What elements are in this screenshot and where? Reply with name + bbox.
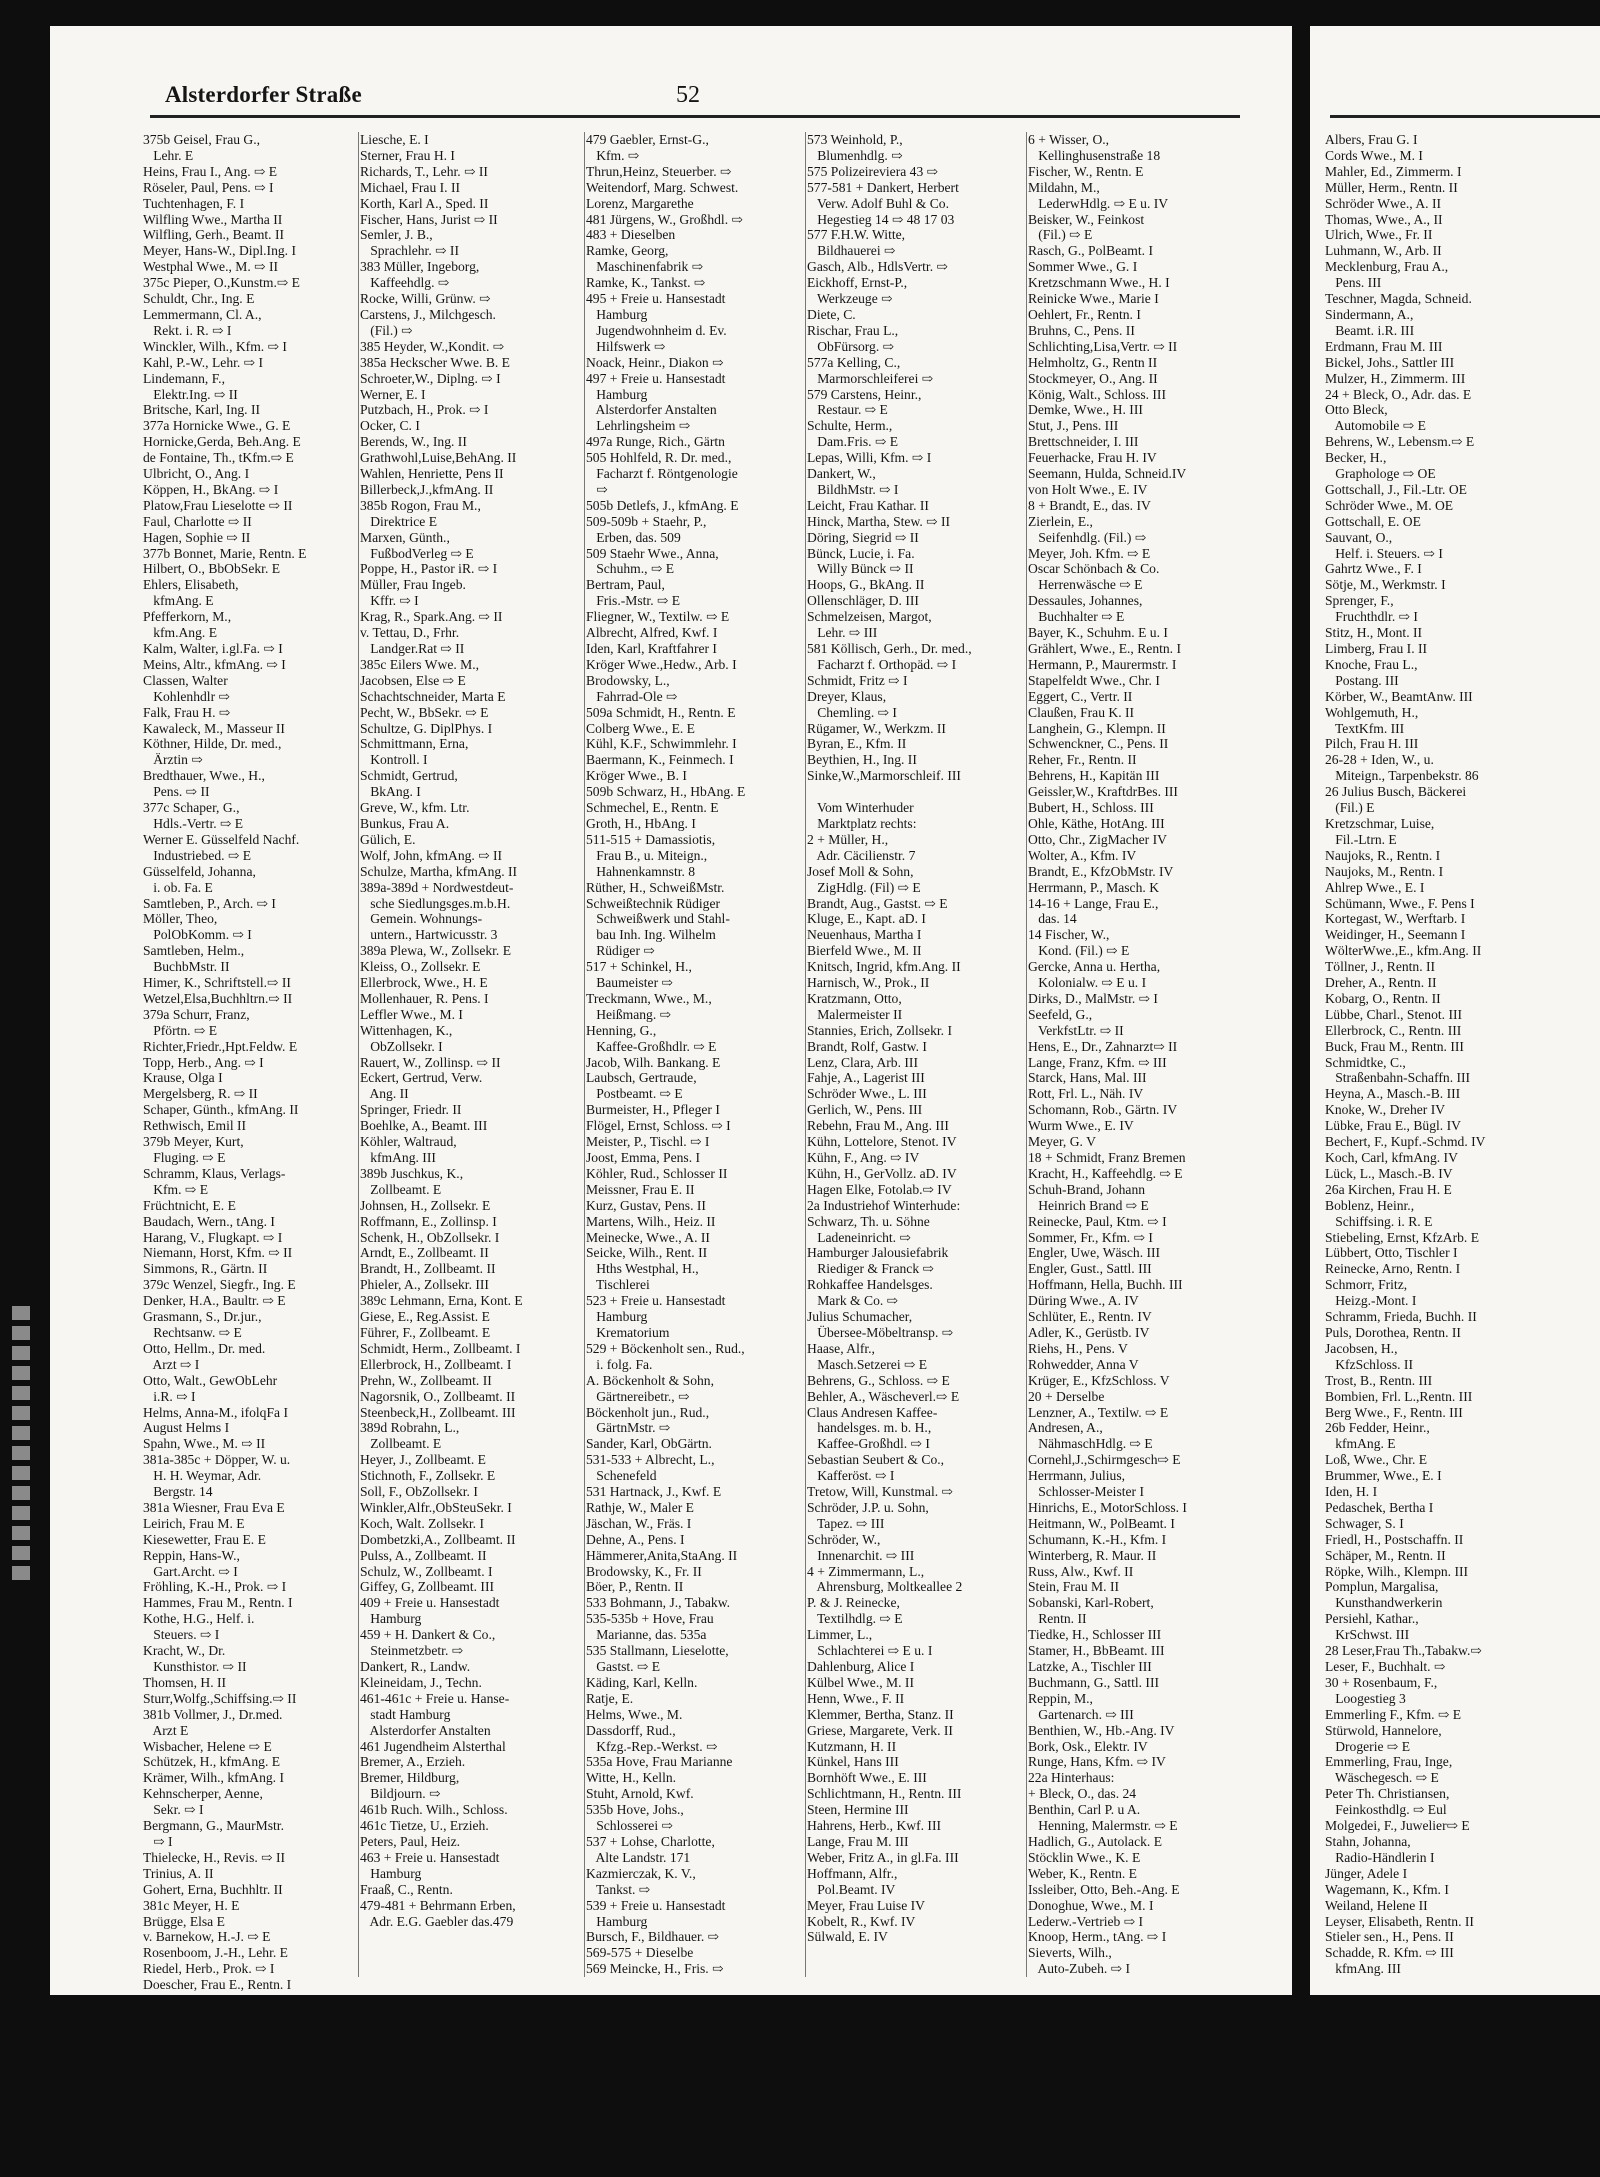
book-gutter: [1292, 0, 1310, 2177]
scan-border-bottom: [0, 1995, 1600, 2177]
column-divider: [358, 132, 359, 1977]
page-number: 52: [676, 82, 700, 108]
directory-column-4: 573 Weinhold, P., Blumenhdlg. ⇨ 575 Polizeireviera 43 ⇨ 577-581 + Dankert, Herbert Verw. Adolf Buhl & Co. Hegestieg 14 ⇨ 48 17 03 577 F.H.W. Witte, Bildhauerei ⇨ Gasch, Alb., HdlsVertr. ⇨ Eickhoff, Ernst-P., Werkzeuge ⇨ Diete, C. Rischar, Frau L., ObFürsorg. ⇨ 577a Kelling, C., Marmorschleiferei ⇨ 579 Carstens, Heinr., Restaur. ⇨ E Schulte, Herm., Dam.Fris. ⇨ E Lepas, Willi, Kfm. ⇨ I Dankert, W., BildhMstr. ⇨ I Leicht, Frau Kathar. II Hinck, Martha, Stew. ⇨ II Döring, Siegrid ⇨ II Bünck, Lucie, i. Fa. Willy Bünck ⇨ II Hoops, G., BkAng. II Ollenschläger, D. III Schmelzeisen, Margot, Lehr. ⇨ III 581 Köllisch, Gerh., Dr. med., Facharzt f. Orthopäd. ⇨ I Schmidt, Fritz ⇨ I Dreyer, Klaus, Chemling. ⇨ I Rügamer, W., Werkzm. II Byran, E., Kfm. II Beythien, H., Ing. II Sinke,W.,Marmorschleif. III Vom Winterhuder Marktplatz rechts: 2 + Müller, H., Adr. Cäcilienstr. 7 Josef Moll & Sohn, ZigHdlg. (Fil) ⇨ E Brandt, Aug., Gastst. ⇨ E Kluge, E., Kapt. aD. I Neuenhaus, Martha I Bierfeld Wwe., M. II Knitsch, Ingrid, kfm.Ang. II Harnisch, W., Prok., II Kratzmann, Otto, Malermeister II Stannies, Erich, Zollsekr. I Brandt, Rolf, Gastw. I Lenz, Clara, Arb. III Fahje, A., Lagerist III Schröder Wwe., L. III Gerlich, W., Pens. III Rebehn, Frau M., Ang. III Kühn, Lottelore, Stenot. IV Kühn, F., Ang. ⇨ IV Kühn, H., GerVollz. aD. IV Hagen Elke, Fotolab.⇨ IV 2a Industriehof Winterhude: Schwarz, Th. u. Söhne Ladeneinricht. ⇨ Hamburger Jalousiefabrik Riediger & Franck ⇨ Rohkaffee Handelsges. Mark & Co. ⇨ Julius Schumacher, Übersee-Möbeltransp. ⇨ Haase, Alfr., Masch.Setzerei ⇨ E Behrens, G., Schloss. ⇨ E Behler, A., Wäscheverl.⇨ E Claus Andresen Kaffee- handelsges. m. b. H., Kaffee-Großhdl. ⇨ I Sebastian Seubert & Co., Kafferöst. ⇨ I Tretow, Will, Kunstmal. ⇨ Schröder, J.P. u. Sohn, Tapez. ⇨ III Schröder, W., Innenarchit. ⇨ III 4 + Zimmermann, L., Ahrensburg, Moltkeallee 2 P. & J. Reinecke, Textilhdlg. ⇨ E Limmer, L., Schlachterei ⇨ E u. I Dahlenburg, Alice I Külbel Wwe., M. II Henn, Wwe., F. II Klemmer, Bertha, Stanz. II Griese, Margarete, Verk. II Kutzmann, H. II Künkel, Hans III Bornhöft Wwe., E. III Schlichtmann, H., Rentn. III Steen, Hermine III Hahrens, Herb., Kwf. III Lange, Frau M. III Weber, Fritz A., in gl.Fa. III Hoffmann, Alfr., Pol.Beamt. IV Meyer, Frau Luise IV Kobelt, R., Kwf. IV Sülwald, E. IV: [807, 132, 972, 1945]
directory-column-facing-page: Albers, Frau G. I Cords Wwe., M. I Mahler, Ed., Zimmerm. I Müller, Herm., Rentn. II Schröder Wwe., A. II Thomas, Wwe., A., II Ulrich, Wwe., Fr. II Luhmann, W., Arb. II Mecklenburg, Frau A., Pens. III Teschner, Magda, Schneid. Sindermann, A., Beamt. i.R. III Erdmann, Frau M. III Bickel, Johs., Sattler III Mulzer, H., Zimmerm. III 24 + Bleck, O., Adr. das. E Otto Bleck, Automobile ⇨ E Behrens, W., Lebensm.⇨ E Becker, H., Graphologe ⇨ OE Gottschall, J., Fil.-Ltr. OE Schröder Wwe., M. OE Gottschall, E. OE Sauvant, O., Helf. i. Steuers. ⇨ I Gahrtz Wwe., F. I Sötje, M., Werkmstr. I Sprenger, F., Fruchthdlr. ⇨ I Stitz, H., Mont. II Limberg, Frau I. II Knoche, Frau L., Postang. III Körber, W., BeamtAnw. III Wohlgemuth, H., TextKfm. III Pilch, Frau H. III 26-28 + Iden, W., u. Miteign., Tarpenbekstr. 86 26 Julius Busch, Bäckerei (Fil.) E Kretzschmar, Luise, Fil.-Ltrn. E Naujoks, R., Rentn. I Naujoks, M., Rentn. I Ahlrep Wwe., E. I Schümann, Wwe., F. Pens I Kortegast, W., Werftarb. I Weidinger, H., Seemann I WölterWwe.,E., kfm.Ang. II Töllner, J., Rentn. II Dreher, A., Rentn. II Kobarg, O., Rentn. II Lübbe, Charl., Stenot. III Ellerbrock, C., Rentn. III Buck, Frau M., Rentn. III Schmidtke, C., Straßenbahn-Schaffn. III Heyna, A., Masch.-B. III Knoke, W., Dreher IV Lübke, Frau E., Bügl. IV Bechert, F., Kupf.-Schmd. IV Koch, Carl, kfmAng. IV Lück, L., Masch.-B. IV 26a Kirchen, Frau H. E Boblenz, Heinr., Schiffsing. i. R. E Stiebeling, Ernst, KfzArb. E Lübbert, Otto, Tischler I Reinecke, Arno, Rentn. I Schmorr, Fritz, Heizg.-Mont. I Schramm, Frieda, Buchh. II Puls, Dorothea, Rentn. II Jacobsen, H., KfzSchloss. II Trost, B., Rentn. III Bombien, Frl. L.,Rentn. III Berg Wwe., F., Rentn. III 26b Fedder, Heinr., kfmAng. E Loß, Wwe., Chr. E Brummer, Wwe., E. I Iden, H. I Pedaschek, Bertha I Schwager, S. I Friedl, H., Postschaffn. II Schäper, M., Rentn. II Röpke, Wilh., Klempn. III Pomplun, Margalisa, Kunsthandwerkerin Persiehl, Kathar., KrSchwst. III 28 Leser,Frau Th.,Tabakw.⇨ Leser, F., Buchhalt. ⇨ 30 + Rosenbaum, F., Loogestieg 3 Emmerling F., Kfm. ⇨ E Stürwold, Hannelore, Drogerie ⇨ E Emmerling, Frau, Inge, Wäschegesch. ⇨ E Peter Th. Christiansen, Feinkosthdlg. ⇨ Eul Molgedei, F., Juwelier⇨ E Stahn, Johanna, Radio-Händlerin I Jünger, Adele I Wagemann, K., Kfm. I Weiland, Helene II Leyser, Elisabeth, Rentn. II Stieler sen., H., Pens. II Schadde, R. Kfm. ⇨ III kfmAng. III: [1325, 132, 1486, 1977]
column-divider: [805, 132, 806, 1977]
page-header-street: Alsterdorfer Straße: [165, 82, 362, 107]
column-divider: [584, 132, 585, 1977]
directory-column-3: 479 Gaebler, Ernst-G., Kfm. ⇨ Thrun,Heinz, Steuerber. ⇨ Weitendorf, Marg. Schwest. Lorenz, Margarethe 481 Jürgens, W., Großhdl. ⇨ 483 + Dieselben Ramke, Georg, Maschinenfabrik ⇨ Ramke, K., Tankst. ⇨ 495 + Freie u. Hansestadt Hamburg Jugendwohnheim d. Ev. Hilfswerk ⇨ Noack, Heinr., Diakon ⇨ 497 + Freie u. Hansestadt Hamburg Alsterdorfer Anstalten Lehrlingsheim ⇨ 497a Runge, Rich., Gärtn 505 Hohlfeld, R. Dr. med., Facharzt f. Röntgenologie ⇨ 505b Detlefs, J., kfmAng. E 509-509b + Staehr, P., Erben, das. 509 509 Staehr Wwe., Anna, Schuhm., ⇨ E Bertram, Paul, Fris.-Mstr. ⇨ E Fliegner, W., Textilw. ⇨ E Albrecht, Alfred, Kwf. I Iden, Karl, Kraftfahrer I Kröger Wwe.,Hedw., Arb. I Brodowsky, L., Fahrrad-Ole ⇨ 509a Schmidt, H., Rentn. E Colberg Wwe., E. E Kühl, K.F., Schwimmlehr. I Baermann, K., Feinmech. I Kröger Wwe., B. I 509b Schwarz, H., HbAng. E Schmechel, E., Rentn. E Groth, H., HbAng. I 511-515 + Damassiotis, Frau B., u. Miteign., Hahnenkamnstr. 8 Rüther, H., SchweißMstr. Schweißtechnik Rüdiger Schweißwerk und Stahl- bau Inh. Ing. Wilhelm Rüdiger ⇨ 517 + Schinkel, H., Baumeister ⇨ Treckmann, Wwe., M., Heißmang. ⇨ Henning, G., Kaffee-Großhdlr. ⇨ E Jacob, Wilh. Bankang. E Laubsch, Gertraude, Postbeamt. ⇨ E Burmeister, H., Pfleger I Flögel, Ernst, Schloss. ⇨ I Meister, P., Tischl. ⇨ I Joost, Emma, Pens. I Köhler, Rud., Schlosser II Meissner, Frau E. II Kurz, Gustav, Pens. II Martens, Wilh., Heiz. II Meinecke, Wwe., A. II Seicke, Wilh., Rent. II Hths Westphal, H., Tischlerei 523 + Freie u. Hansestadt Hamburg Krematorium 529 + Böckenholt sen., Rud., i. folg. Fa. A. Böckenholt & Sohn, Gärtnereibetr., ⇨ Böckenholt jun., Rud., GärtnMstr. ⇨ Sander, Karl, ObGärtn. 531-533 + Albrecht, L., Schenefeld 531 Hartnack, J., Kwf. E Rathje, W., Maler E Jäschan, W., Fräs. I Dehne, A., Pens. I Hämmerer,Anita,StaAng. II Brodowsky, K., Fr. II Böer, P., Rentn. II 533 Bohmann, J., Tabakw. 535-535b + Hove, Frau Marianne, das. 535a 535 Stallmann, Lieselotte, Gastst. ⇨ E Käding, Karl, Kelln. Ratje, E. Helms, Wwe., M. Dassdorff, Rud., Kfzg.-Rep.-Werkst. ⇨ 535a Hove, Frau Marianne Witte, H., Kelln. Stuht, Arnold, Kwf. 535b Hove, Johs., Schlosserei ⇨ 537 + Lohse, Charlotte, Alte Landstr. 171 Kazmierczak, K. V., Tankst. ⇨ 539 + Freie u. Hansestadt Hamburg Bursch, F., Bildhauer. ⇨ 569-575 + Dieselbe 569 Meincke, H., Fris. ⇨: [586, 132, 746, 1977]
header-rule: [150, 115, 1240, 118]
header-rule-right: [1330, 115, 1600, 118]
scan-border-top: [0, 0, 1600, 26]
scan-border-left: [0, 0, 50, 2177]
scan-edge-marks: [12, 1300, 38, 1660]
directory-column-2: Liesche, E. I Sterner, Frau H. I Richards, T., Lehr. ⇨ II Michael, Frau I. II Korth, Karl A., Sped. II Fischer, Hans, Jurist ⇨ II Semler, J. B., Sprachlehr. ⇨ II 383 Müller, Ingeborg, Kaffeehdlg. ⇨ Rocke, Willi, Grünw. ⇨ Carstens, J., Milchgesch. (Fil.) ⇨ 385 Heyder, W.,Kondit. ⇨ 385a Heckscher Wwe. B. E Schroeter,W., Diplng. ⇨ I Werner, E. I Putzbach, H., Prok. ⇨ I Ocker, C. I Berends, W., Ing. II Grathwohl,Luise,BehAng. II Wahlen, Henriette, Pens II Billerbeck,J.,kfmAng. II 385b Rogon, Frau M., Direktrice E Marxen, Günth., FußbodVerleg ⇨ E Poppe, H., Pastor iR. ⇨ I Müller, Frau Ingeb. Kffr. ⇨ I Krag, R., Spark.Ang. ⇨ II v. Tettau, D., Frhr. Landger.Rat ⇨ II 385c Eilers Wwe. M., Jacobsen, Else ⇨ E Schachtschneider, Marta E Pecht, W., BbSekr. ⇨ E Schultze, G. DiplPhys. I Schmittmann, Erna, Kontroll. I Schmidt, Gertrud, BkAng. I Greve, W., kfm. Ltr. Bunkus, Frau A. Gülich, E. Wolf, John, kfmAng. ⇨ II Schulze, Martha, kfmAng. II 389a-389d + Nordwestdeut- sche Siedlungsges.m.b.H. Gemein. Wohnungs- untern., Hartwicusstr. 3 389a Plewa, W., Zollsekr. E Kleiss, O., Zollsekr. E Ellerbrock, Wwe., H. E Mollenhauer, R. Pens. I Leffler Wwe., M. I Wittenhagen, K., ObZollsekr. I Rauert, W., Zollinsp. ⇨ II Eckert, Gertrud, Verw. Ang. II Springer, Friedr. II Boehlke, A., Beamt. III Köhler, Waltraud, kfmAng. III 389b Juschkus, K., Zollbeamt. E Johnsen, H., Zollsekr. E Roffmann, E., Zollinsp. I Schenk, H., ObZollsekr. I Arndt, E., Zollbeamt. II Brandt, H., Zollbeamt. II Phieler, A., Zollsekr. III 389c Lehmann, Erna, Kont. E Giese, E., Reg.Assist. E Führer, F., Zollbeamt. E Schmidt, Herm., Zollbeamt. I Ellerbrock, H., Zollbeamt. I Prehn, W., Zollbeamt. II Nagorsnik, O., Zollbeamt. II Steenbeck,H., Zollbeamt. III 389d Robrahn, L., Zollbeamt. E Heyer, J., Zollbeamt. E Stichnoth, F., Zollsekr. E Soll, F., ObZollsekr. I Winkler,Alfr.,ObSteuSekr. I Koch, Walt. Zollsekr. I Dombetzki,A., Zollbeamt. II Pulss, A., Zollbeamt. II Schulz, W., Zollbeamt. I Giffey, G, Zollbeamt. III 409 + Freie u. Hansestadt Hamburg 459 + H. Dankert & Co., Steinmetzbetr. ⇨ Dankert, R., Landw. Kleineidam, J., Techn. 461-461c + Freie u. Hanse- stadt Hamburg Alsterdorfer Anstalten 461 Jugendheim Alsterthal Bremer, A., Erzieh. Bremer, Hildburg, Bildjourn. ⇨ 461b Ruch. Wilh., Schloss. 461c Tietze, U., Erzieh. Peters, Paul, Heiz. 463 + Freie u. Hansestadt Hamburg Fraaß, C., Rentn. 479-481 + Behrmann Erben, Adr. E.G. Gaebler das.479: [360, 132, 523, 1929]
directory-column-5: 6 + Wisser, O., Kellinghusenstraße 18 Fischer, W., Rentn. E Mildahn, M., LederwHdlg. ⇨ E u. IV Beisker, W., Feinkost (Fil.) ⇨ E Rasch, G., PolBeamt. I Sommer Wwe., G. I Kretzschmann Wwe., H. I Reinicke Wwe., Marie I Oehlert, Fr., Rentn. I Bruhns, C., Pens. II Schlichting,Lisa,Vertr. ⇨ II Helmholtz, G., Rentn II Stockmeyer, O., Ang. II König, Walt., Schloss. III Demke, Wwe., H. III Stut, J., Pens. III Brettschneider, I. III Feuerhacke, Frau H. IV Seemann, Hulda, Schneid.IV von Holt Wwe., E. IV 8 + Brandt, E., das. IV Zierlein, E., Seifenhdlg. (Fil.) ⇨ Meyer, Joh. Kfm. ⇨ E Oscar Schönbach & Co. Herrenwäsche ⇨ E Dessaules, Johannes, Buchhalter ⇨ E Bayer, K., Schuhm. E u. I Grählert, Wwe., E., Rentn. I Hermann, P., Maurermstr. I Stapelfeldt Wwe., Chr. I Eggert, C., Vertr. II Claußen, Frau K. II Langhein, G., Klempn. II Schwenckner, C., Pens. II Reher, Fr., Rentn. II Behrens, H., Kapitän III Geissler,W., KraftdrBes. III Bubert, H., Schloss. III Ohle, Käthe, HotAng. III Otto, Chr., ZigMacher IV Wolter, A., Kfm. IV Brandt, E., KfzObMstr. IV Herrmann, P., Masch. K 14-16 + Lange, Frau E., das. 14 14 Fischer, W., Kond. (Fil.) ⇨ E Gercke, Anna u. Hertha, Kolonialw. ⇨ E u. I Dirks, D., MalMstr. ⇨ I Seefeld, G., VerkfstLtr. ⇨ II Hens, E., Dr., Zahnarzt⇨ II Lange, Franz, Kfm. ⇨ III Starck, Hans, Mal. III Rott, Frl. L., Näh. IV Schomann, Rob., Gärtn. IV Wurm Wwe., E. IV Meyer, G. V 18 + Schmidt, Franz Bremen Kracht, H., Kaffeehdlg. ⇨ E Schuh-Brand, Johann Heinrich Brand ⇨ E Reinecke, Paul, Ktm. ⇨ I Sommer, Fr., Kfm. ⇨ I Engler, Uwe, Wäsch. III Engler, Gust., Sattl. III Hoffmann, Hella, Buchh. III Düring Wwe., A. IV Schlüter, E., Rentn. IV Adler, K., Gerüstb. IV Riehs, H., Pens. V Rohwedder, Anna V Krüger, E., KfzSchloss. V 20 + Derselbe Lenzner, A., Textilw. ⇨ E Andresen, A., NähmaschHdlg. ⇨ E Cornehl,J.,Schirmgesch⇨ E Herrmann, Julius, Schlosser-Meister I Hinrichs, E., MotorSchloss. I Heitmann, W., PolBeamt. I Schumann, K.-H., Kfm. I Winterberg, R. Maur. II Russ, Alw., Kwf. II Stein, Frau M. II Sobanski, Karl-Robert, Rentn. II Tiedke, H., Schlosser III Stamer, H., BbBeamt. III Latzke, A., Tischler III Buchmann, G., Sattl. III Reppin, M., Gartenarch. ⇨ III Benthien, W., Hb.-Ang. IV Bork, Osk., Elektr. IV Runge, Hans, Kfm. ⇨ IV 22a Hinterhaus: + Bleck, O., das. 24 Benthin, Carl P. u A. Henning, Malermstr. ⇨ E Hadlich, G., Autolack. E Stöcklin Wwe., K. E Weber, K., Rentn. E Issleiber, Otto, Beh.-Ang. E Donoghue, Wwe., M. I Lederw.-Vertrieb ⇨ I Knoop, Herm., tAng. ⇨ I Sieverts, Wilh., Auto-Zubeh. ⇨ I: [1028, 132, 1187, 1977]
column-divider: [1026, 132, 1027, 1977]
directory-column-1: 375b Geisel, Frau G., Lehr. E Heins, Frau I., Ang. ⇨ E Röseler, Paul, Pens. ⇨ I Tuchtenhagen, F. I Wilfling Wwe., Martha II Wilfling, Gerh., Beamt. II Meyer, Hans-W., Dipl.Ing. I Westphal Wwe., M. ⇨ II 375c Pieper, O.,Kunstm.⇨ E Schuldt, Chr., Ing. E Lemmermann, Cl. A., Rekt. i. R. ⇨ I Winckler, Wilh., Kfm. ⇨ I Kahl, P.-W., Lehr. ⇨ I Lindemann, F., Elektr.Ing. ⇨ II Britsche, Karl, Ing. II 377a Hornicke Wwe., G. E Hornicke,Gerda, Beh.Ang. E de Fontaine, Th., tKfm.⇨ E Ulbricht, O., Ang. I Köppen, H., BkAng. ⇨ I Platow,Frau Lieselotte ⇨ II Faul, Charlotte ⇨ II Hagen, Sophie ⇨ II 377b Bonnet, Marie, Rentn. E Hilbert, O., BbObSekr. E Ehlers, Elisabeth, kfmAng. E Pfefferkorn, M., kfm.Ang. E Kalm, Walter, i.gl.Fa. ⇨ I Meins, Altr., kfmAng. ⇨ I Classen, Walter Kohlenhdlr ⇨ Falk, Frau H. ⇨ Kawaleck, M., Masseur II Köthner, Hilde, Dr. med., Ärztin ⇨ Bredthauer, Wwe., H., Pens. ⇨ II 377c Schaper, G., Hdls.-Vertr. ⇨ E Werner E. Güsselfeld Nachf. Industriebed. ⇨ E Güsselfeld, Johanna, i. ob. Fa. E Samtleben, P., Arch. ⇨ I Möller, Theo, PolObKomm. ⇨ I Samtleben, Helm., BuchbMstr. II Himer, K., Schriftstell.⇨ II Wetzel,Elsa,Buchhltrn.⇨ II 379a Schurr, Franz, Pförtn. ⇨ E Richter,Friedr.,Hpt.Feldw. E Topp, Herb., Ang. ⇨ I Krause, Olga I Mergelsberg, R. ⇨ II Schaper, Günth., kfmAng. II Rethwisch, Emil II 379b Meyer, Kurt, Fluging. ⇨ E Schramm, Klaus, Verlags- Kfm. ⇨ E Früchtnicht, E. E Baudach, Wern., tAng. I Harang, V., Flugkapt. ⇨ I Niemann, Horst, Kfm. ⇨ II Simmons, R., Gärtn. II 379c Wenzel, Siegfr., Ing. E Denker, H.A., Baultr. ⇨ E Grasmann, S., Dr.jur., Rechtsanw. ⇨ E Otto, Hellm., Dr. med. Arzt ⇨ I Otto, Walt., GewObLehr i.R. ⇨ I Helms, Anna-M., ifolqFa I August Helms I Spahn, Wwe., M. ⇨ II 381a-385c + Döpper, W. u. H. H. Weymar, Adr. Bergstr. 14 381a Wiesner, Frau Eva E Leirich, Frau M. E Kiesewetter, Frau E. E Reppin, Hans-W., Gart.Archt. ⇨ I Fröhling, K.-H., Prok. ⇨ I Hammes, Frau M., Rentn. I Kothe, H.G., Helf. i. Steuers. ⇨ I Kracht, W., Dr. Kunsthistor. ⇨ II Thomsen, H. II Sturr,Wolfg.,Schiffsing.⇨ II 381b Vollmer, J., Dr.med. Arzt E Wisbacher, Helene ⇨ E Schützek, H., kfmAng. E Krämer, Wilh., kfmAng. I Kehnscherper, Aenne, Sekr. ⇨ I Bergmann, G., MaurMstr. ⇨ I Thielecke, H., Revis. ⇨ II Trinius, A. II Gohert, Erna, Buchhltr. II 381c Meyer, H. E Brügge, Elsa E v. Barnekow, H.-J. ⇨ E Rosenboom, J.-H., Lehr. E Riedel, Herb., Prok. ⇨ I Doescher, Frau E., Rentn. I: [143, 132, 307, 1993]
